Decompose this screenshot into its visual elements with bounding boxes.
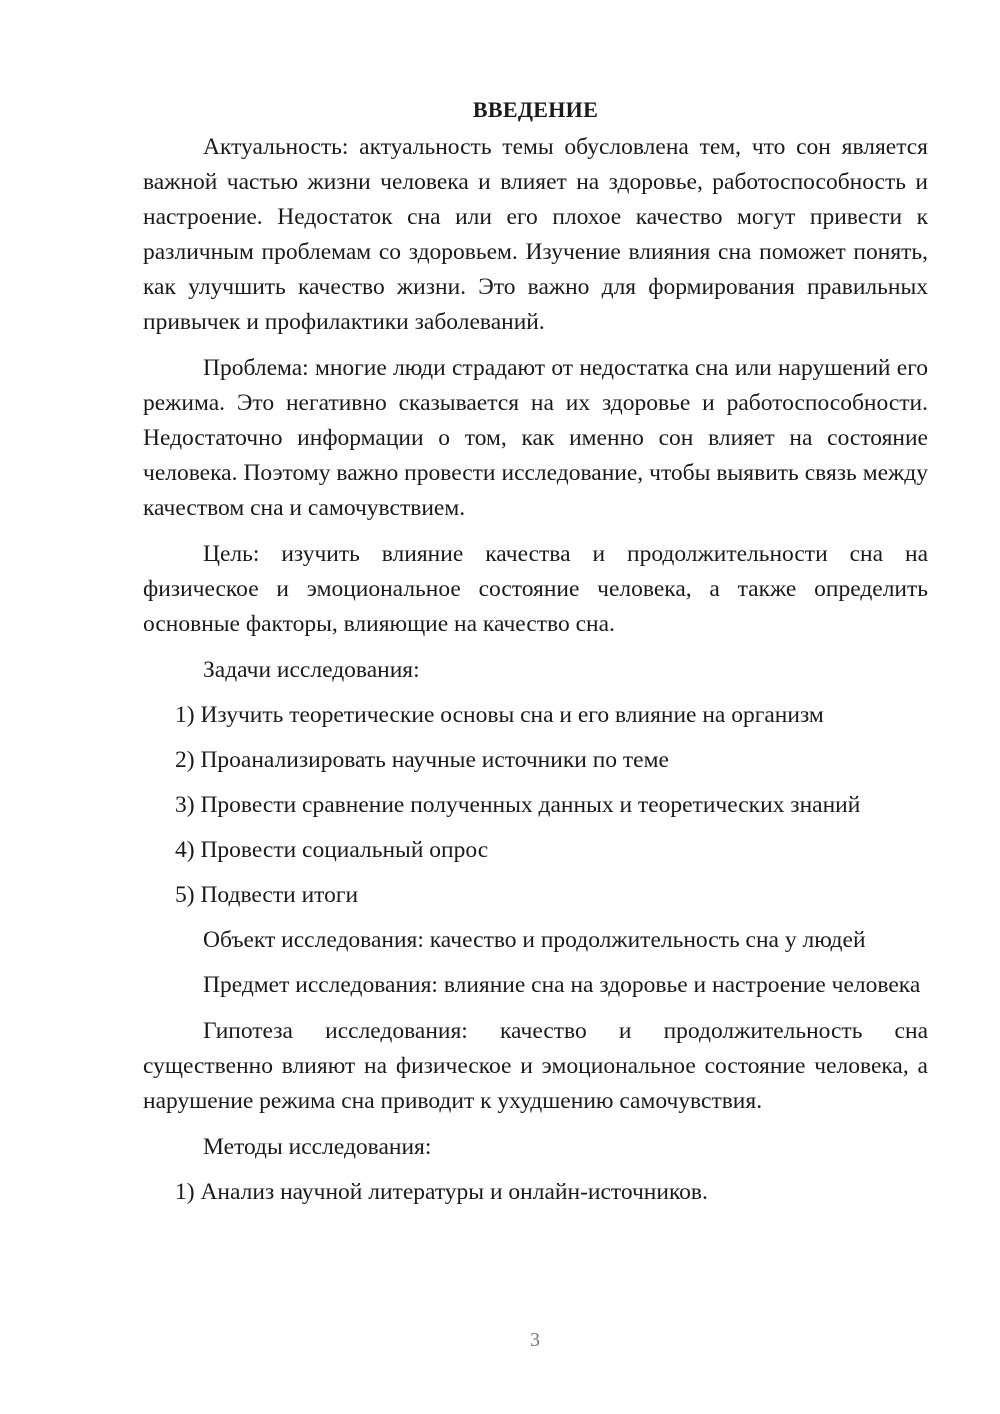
page-content xyxy=(143,92,928,1220)
task-item: 3) Провести сравнение полученных данных и теоретических знаний xyxy=(175,792,861,818)
tasks-heading: Задачи исследования: xyxy=(203,657,420,683)
task-item: 4) Провести социальный опрос xyxy=(175,837,489,863)
problem-paragraph: Проблема: многие люди страдают от недостатка сна или нарушений его режима. Это негативно сказывается на их здоровье и работоспособности. Недостаточно информации о том, как именно сон влияет на состояние человека. Поэтому важно провести исследование, чтобы выявить связь между качеством сна и самочувствием. xyxy=(143,355,928,521)
object-paragraph: Объект исследования: качество и продолжительность сна у людей xyxy=(203,927,866,953)
methods-heading: Методы исследования: xyxy=(203,1134,432,1160)
hypothesis-paragraph: Гипотеза исследования: качество и продолжительность сна существенно влияют на физическое и эмоциональное состояние человека, а нарушение режима сна приводит к ухудшению самочувствия. xyxy=(143,1018,928,1114)
method-item: 1) Анализ научной литературы и онлайн-источников. xyxy=(175,1179,708,1205)
task-item: 1) Изучить теоретические основы сна и его влияние на организм xyxy=(175,702,824,728)
task-item: 5) Подвести итоги xyxy=(175,882,359,908)
subject-paragraph: Предмет исследования: влияние сна на здоровье и настроение человека xyxy=(203,972,921,998)
relevance-paragraph: Актуальность: актуальность темы обусловлена тем, что сон является важной частью жизни человека и влияет на здоровье, работоспособность и настроение. Недостаток сна или его плохое качество могут привести к различным проблемам со здоровьем. Изучение влияния сна поможет понять, как улучшить качество жизни. Это важно для формирования правильных привычек и профилактики заболеваний. xyxy=(143,134,928,335)
goal-paragraph: Цель: изучить влияние качества и продолжительности сна на физическое и эмоциональное состояние человека, а также определить основные факторы, влияющие на качество сна. xyxy=(143,541,928,637)
page-number: 3 xyxy=(530,1329,540,1351)
task-item: 2) Проанализировать научные источники по теме xyxy=(175,747,669,773)
section-title: ВВЕДЕНИЕ xyxy=(472,97,599,122)
